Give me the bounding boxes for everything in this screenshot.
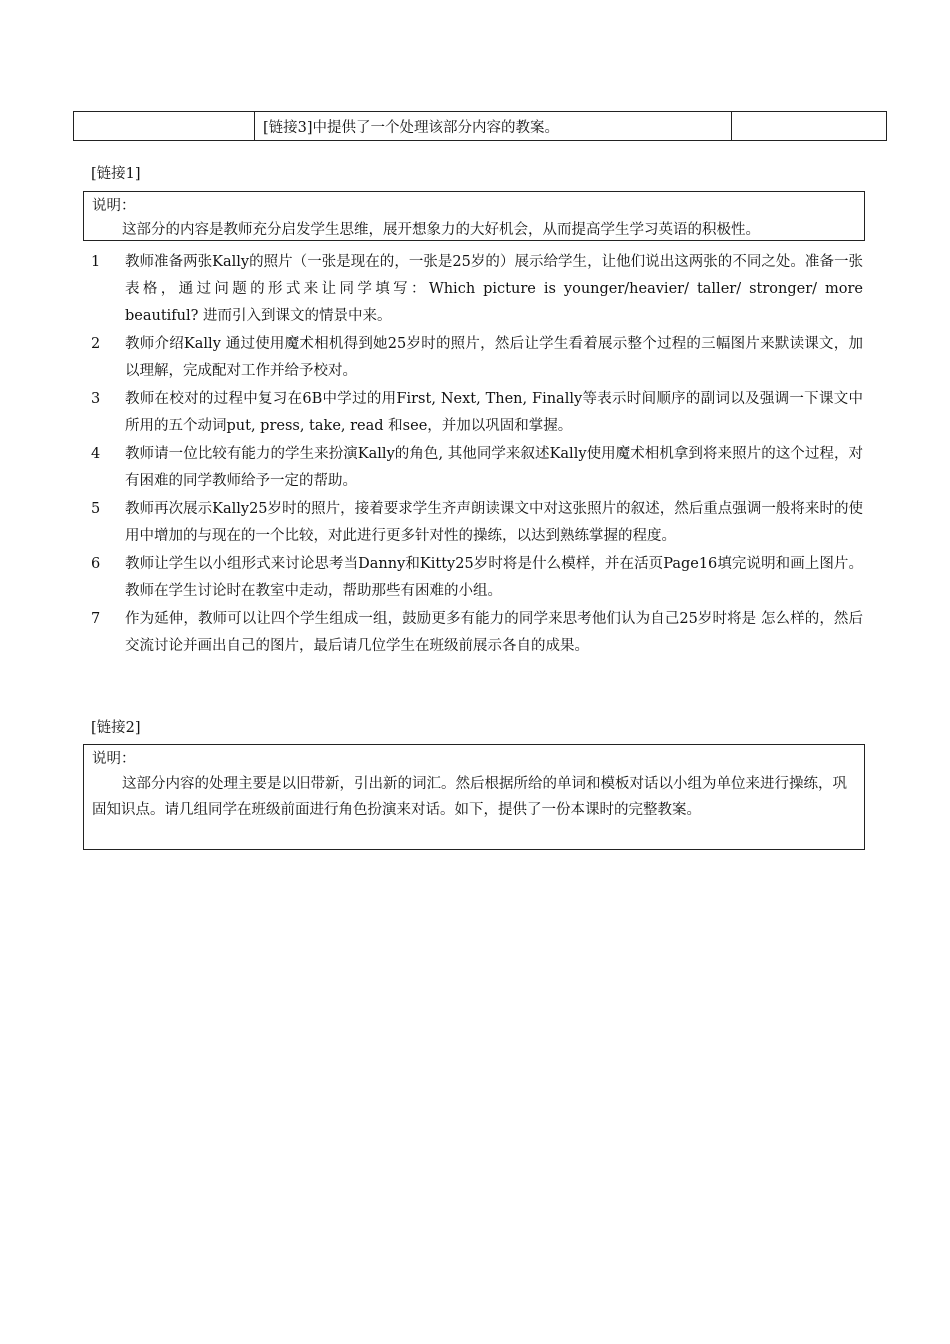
- step-number: 2: [91, 336, 101, 352]
- list-item: [91, 606, 863, 660]
- table-cell-left: [74, 112, 255, 141]
- link1-note-title: 说明：: [92, 198, 136, 214]
- list-item: [91, 249, 863, 330]
- list-item: [91, 441, 863, 495]
- step-text: 教师介绍Kally 通过使用魔术相机得到她25岁时的照片，然后让学生看着展示整个过程的三幅图片来默读课文，加以理解，完成配对工作并给予校对。: [125, 336, 863, 379]
- step-text: 作为延伸，教师可以让四个学生组成一组，鼓励更多有能力的同学来思考他们认为自己25岁时将是 怎么样的，然后交流讨论并画出自己的图片，最后请几位学生在班级前展示各自的成果。: [125, 611, 863, 654]
- link1-note-text: 这部分的内容是教师充分启发学生思维，展开想象力的大好机会，从而提高学生学习英语的积极性。: [122, 222, 760, 238]
- list-item: [91, 551, 863, 605]
- top-table-row: [73, 111, 887, 141]
- step-text: 教师准备两张Kally的照片（一张是现在的，一张是25岁的）展示给学生，让他们说出这两张的不同之处。准备一张表格，通过问题的形式来让同学填写：Which picture is younger/heavier/ taller/ stronger/ more beautiful? 进而引入到课文的情景中来。: [125, 254, 863, 324]
- step-number: 6: [91, 556, 101, 572]
- link1-steps-list: [91, 249, 863, 661]
- link1-label: [链接1]: [91, 166, 141, 182]
- step-number: 3: [91, 391, 101, 407]
- table-cell-middle: [链接3]中提供了一个处理该部分内容的教案。: [255, 112, 732, 141]
- list-item: [91, 386, 863, 440]
- list-item: [91, 496, 863, 550]
- link2-note-title: 说明：: [92, 751, 136, 767]
- step-text: 教师在校对的过程中复习在6B中学过的用First, Next, Then, Finally等表示时间顺序的副词以及强调一下课文中所用的五个动词put, press, take, read 和see，并加以巩固和掌握。: [125, 391, 863, 434]
- list-item: [91, 331, 863, 385]
- link1-note-box: [83, 191, 865, 241]
- step-text: 教师再次展示Kally25岁时的照片，接着要求学生齐声朗读课文中对这张照片的叙述，然后重点强调一般将来时的使用中增加的与现在的一个比较，对此进行更多针对性的操练，以达到熟练掌握的程度。: [125, 501, 863, 544]
- step-text: 教师让学生以小组形式来讨论思考当Danny和Kitty25岁时将是什么模样，并在活页Page16填完说明和画上图片。教师在学生讨论时在教室中走动，帮助那些有困难的小组。: [125, 556, 863, 599]
- table-cell-right: [732, 112, 887, 141]
- link2-note-text: 这部分内容的处理主要是以旧带新，引出新的词汇。然后根据所给的单词和模板对话以小组为单位来进行操练，巩固知识点。请几组同学在班级前面进行角色扮演来对话。如下，提供了一份本课时的完整教案。: [92, 776, 847, 818]
- link2-label: [链接2]: [91, 720, 141, 736]
- link2-note-box: [83, 744, 865, 850]
- step-number: 1: [91, 254, 101, 270]
- step-number: 4: [91, 446, 101, 462]
- step-number: 5: [91, 501, 101, 517]
- step-text: 教师请一位比较有能力的学生来扮演Kally的角色, 其他同学来叙述Kally使用魔术相机拿到将来照片的这个过程，对有困难的同学教师给予一定的帮助。: [125, 446, 863, 489]
- step-number: 7: [91, 611, 101, 627]
